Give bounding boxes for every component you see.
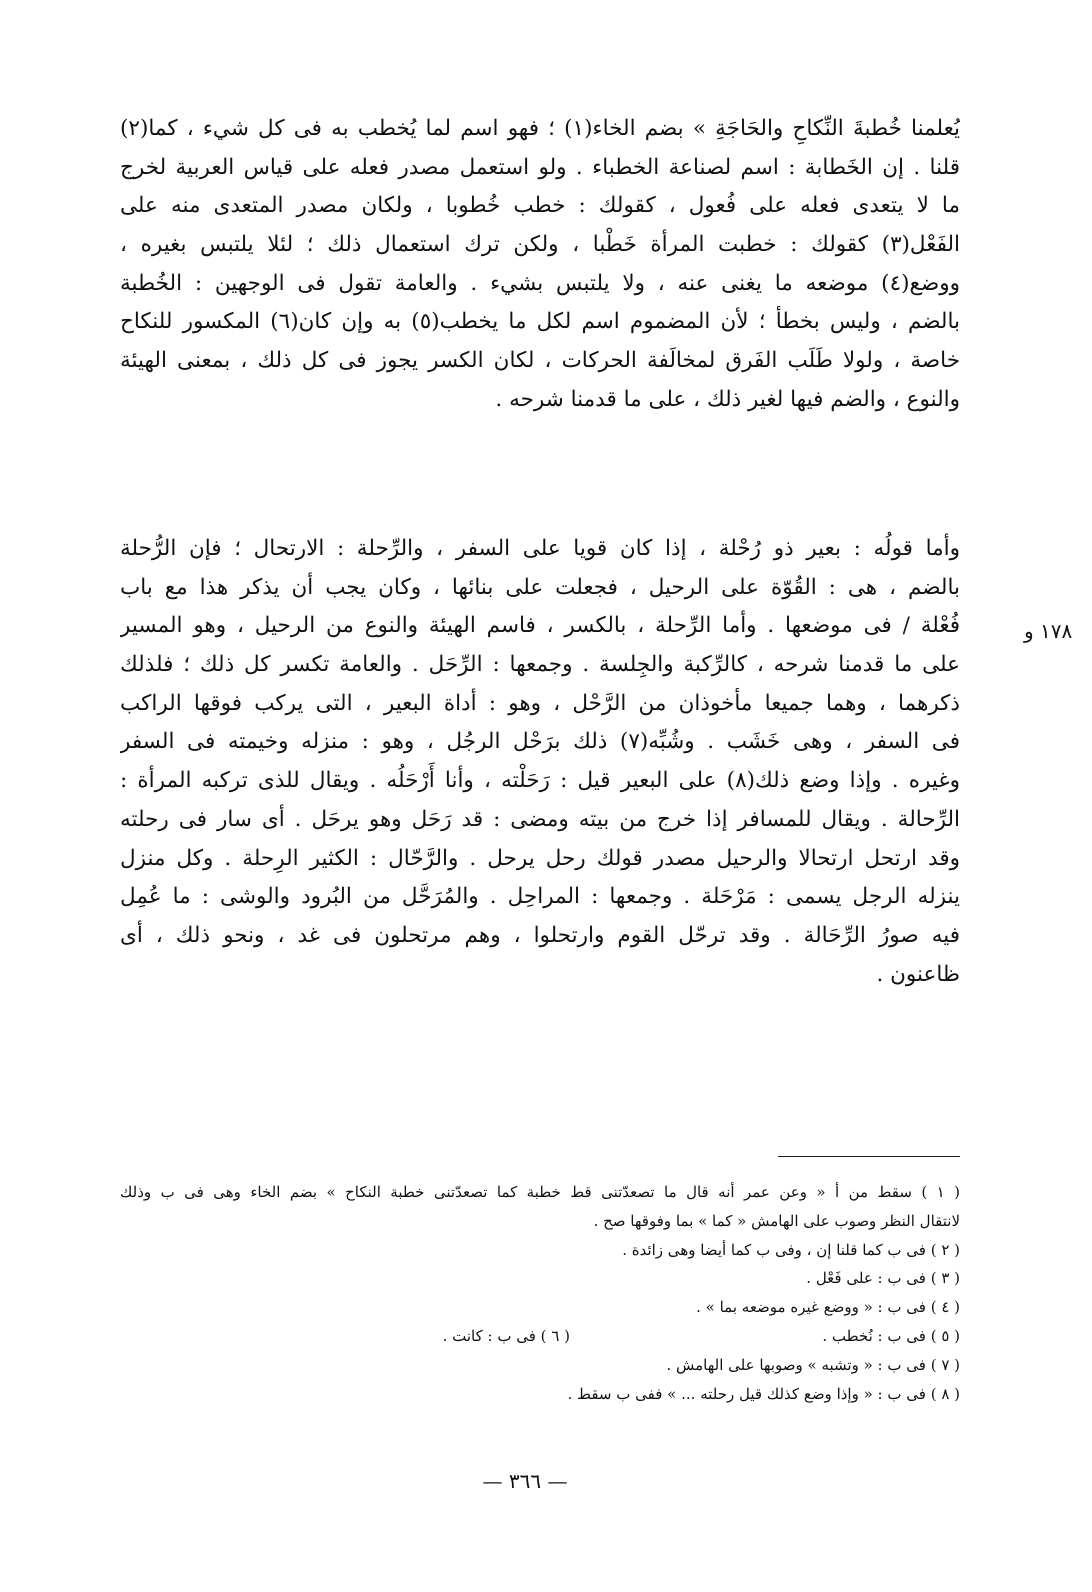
- folio-margin-note: ١٧٨ و: [1024, 619, 1073, 643]
- footnote-1: ( ١ ) سقط من أ « وعن عمر أنه قال ما تصعدّتنى قط خطبة كما تصعدّتنى خطبة النكاح » بضم الخاء وهى فى ب وذلك: [120, 1183, 960, 1201]
- text-line: الرِّحالة . ويقال للمسافر إذا خرج من بيته ومضى : قد رَحَل وهو يرحَل . أى سار فى رحلته: [120, 806, 960, 832]
- footnote-1-continued: لانتقال النظر وصوب على الهامش « كما » بما وفوقها صح .: [593, 1211, 960, 1230]
- footnote-row-5-6: [120, 1322, 960, 1351]
- text-line: الفَعْل(٣) كقولك : خطبت المرأة خَطْبا ، ولكن ترك استعمال ذلك ؛ لئلا يلتبس بغيره ،: [120, 232, 960, 258]
- text-line: وأما قولُه : بعير ذو رُحْلة ، إذا كان قويا على السفر ، والرِّحلة : الارتحال ؛ فإن الرُّحلة: [120, 536, 960, 561]
- text-line: ينزله الرجل يسمى : مَرْحَلة . وجمعها : المراحِل . والمُرَحَّل من البُرود والوشى : ما عُمِل: [120, 884, 960, 910]
- footnote-2: ( ٢ ) فى ب كما قلنا إن ، وفى ب كما أيضا وهى زائدة .: [622, 1240, 960, 1259]
- footnote-separator: [778, 1156, 960, 1157]
- footnotes: [120, 1178, 960, 1408]
- footnote-4: ( ٤ ) فى ب : « ووضع غيره موضعه بما » .: [696, 1298, 960, 1317]
- footnote-8: ( ٨ ) فى ب : « وإذا وضع كذلك قيل رحلته ... » ففى ب سقط .: [567, 1384, 960, 1403]
- footnote-5: ( ٥ ) فى ب : نُخطب .: [822, 1326, 960, 1345]
- text-line: فُعْلة / فى موضعها . وأما الرِّحلة ، بالكسر ، فاسم الهيئة والنوع من الرحيل ، وهو المسير: [120, 613, 960, 639]
- text-line: على ما قدمنا شرحه ، كالرِّكبة والجِلسة . وجمعها : الرِّحَل . والعامة تكسر كل ذلك ؛ فلذلك: [120, 652, 960, 678]
- text-line: وغيره . وإذا وضع ذلك(٨) على البعير قيل : رَحَلْته ، وأنا أَرْحَلُه . ويقال للذى تركبه المرأة :: [120, 768, 960, 794]
- text-line: بالضم ، هى : القُوّة على الرحيل ، فجعلت على بنائها ، وكان يجب أن يذكر هذا مع باب: [120, 574, 960, 600]
- text-line: ذكرهما ، وهما جميعا مأخوذان من الرَّحْل ، وهو : أداة البعير ، التى يركب فوقها الراكب: [120, 690, 960, 716]
- footnote-6: ( ٦ ) فى ب : كانت .: [442, 1326, 570, 1345]
- text-line: فيه صورُ الرِّحَالة . وقد ترحّل القوم وارتحلوا ، وهم مرتحلون فى غد ، ونحو ذلك ، أى: [120, 922, 960, 948]
- page-number: — ٣٦٦ —: [482, 1469, 568, 1493]
- paragraph-1: [120, 110, 960, 420]
- paragraph-2: [120, 530, 960, 994]
- text-line: خاصة ، ولولا طَلَب الفَرق لمخالَفة الحركات ، لكان الكسر يجوز فى كل ذلك ، بمعنى الهيئة: [120, 348, 960, 374]
- text-line: ووضع(٤) موضعه ما يغنى عنه ، ولا يلتبس بشيء . والعامة تقول فى الوجهين : الخُطبة: [120, 270, 960, 296]
- text-line: فى السفر ، وهى خَشَب . وشُبِّه(٧) ذلك برَحْل الرجُل ، وهو : منزله وخيمته فى السفر: [120, 729, 960, 755]
- text-line: والنوع ، والضم فيها لغير ذلك ، على ما قدمنا شرحه .: [495, 386, 960, 412]
- text-line: وقد ارتحل ارتحالا والرحيل مصدر قولك رحل يرحل . والرَّحّال : الكثير الرِحلة . وكل منزل: [120, 845, 960, 871]
- text-line: ظاعنون .: [876, 961, 960, 987]
- text-line: بالضم ، وليس بخطأ ؛ لأن المضموم اسم لكل ما يخطب(٥) به وإن كان(٦) المكسور للنكاح: [120, 309, 960, 335]
- footnote-7: ( ٧ ) فى ب : « وتشبه » وصوبها على الهامش .: [666, 1355, 960, 1374]
- text-line: يُعلمنا خُطبةَ النِّكاحِ والحَاجَةِ » بضم الخاء(١) ؛ فهو اسم لما يُخطب به فى كل شيء ، كما(٢): [120, 116, 960, 141]
- text-line: قلنا . إن الخَطابة : اسم لصناعة الخطباء . ولو استعمل مصدر فعله على قياس العربية لخرج: [120, 154, 960, 180]
- text-line: ما لا يتعدى فعله على فُعول ، كقولك : خطب خُطوبا ، ولكان مصدر المتعدى منه على: [120, 193, 960, 219]
- footnote-3: ( ٣ ) فى ب : على فَعْل .: [806, 1269, 960, 1288]
